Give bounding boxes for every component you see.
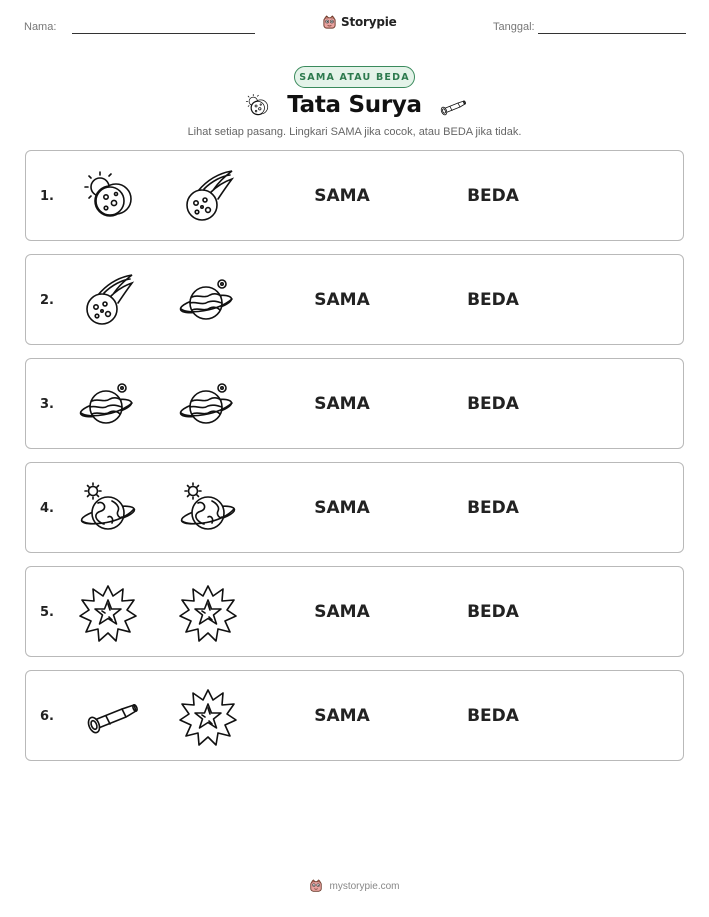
star-burst-icon — [178, 583, 238, 643]
comet-icon — [78, 271, 138, 331]
question-row — [25, 462, 684, 553]
ringed-planet-icon — [178, 271, 238, 331]
same-option[interactable]: SAMA — [314, 498, 370, 518]
question-row — [25, 358, 684, 449]
question-row — [25, 670, 684, 761]
question-row — [25, 566, 684, 657]
name-label: Nama: — [24, 21, 57, 33]
brand-name: Storypie — [341, 15, 397, 29]
star-burst-icon — [178, 687, 238, 747]
different-option[interactable]: BEDA — [467, 498, 519, 518]
page-title: Tata Surya — [287, 92, 422, 118]
date-label: Tanggal: — [493, 21, 535, 33]
footer — [0, 879, 709, 893]
question-row — [25, 150, 684, 241]
same-option[interactable]: SAMA — [314, 706, 370, 726]
same-option[interactable]: SAMA — [314, 602, 370, 622]
instructions: Lihat setiap pasang. Lingkari SAMA jika cocok, atau BEDA jika tidak. — [187, 126, 522, 138]
ringed-planet-icon — [178, 375, 238, 435]
telescope-icon — [78, 687, 138, 747]
different-option[interactable]: BEDA — [467, 602, 519, 622]
question-number: 2. — [40, 293, 54, 308]
star-burst-icon — [78, 583, 138, 643]
activity-badge: SAMA ATAU BEDA — [294, 66, 415, 88]
name-field[interactable] — [72, 33, 255, 34]
different-option[interactable]: BEDA — [467, 706, 519, 726]
date-field[interactable] — [538, 33, 686, 34]
question-number: 5. — [40, 605, 54, 620]
storypie-logo-icon — [322, 15, 337, 30]
footer-site[interactable]: mystorypie.com — [329, 880, 400, 892]
same-option[interactable]: SAMA — [314, 290, 370, 310]
ringed-planet-icon — [78, 375, 138, 435]
telescope-icon — [436, 92, 466, 122]
question-number: 3. — [40, 397, 54, 412]
different-option[interactable]: BEDA — [467, 394, 519, 414]
brand-logo — [322, 13, 397, 31]
same-option[interactable]: SAMA — [314, 186, 370, 206]
same-option[interactable]: SAMA — [314, 394, 370, 414]
question-number: 1. — [40, 189, 54, 204]
storypie-logo-icon — [309, 879, 323, 893]
question-number: 4. — [40, 501, 54, 516]
different-option[interactable]: BEDA — [467, 186, 519, 206]
question-row — [25, 254, 684, 345]
different-option[interactable]: BEDA — [467, 290, 519, 310]
question-number: 6. — [40, 709, 54, 724]
sun-moon-icon — [78, 167, 138, 227]
earth-sun-icon — [178, 479, 238, 539]
comet-icon — [178, 167, 238, 227]
earth-sun-icon — [78, 479, 138, 539]
